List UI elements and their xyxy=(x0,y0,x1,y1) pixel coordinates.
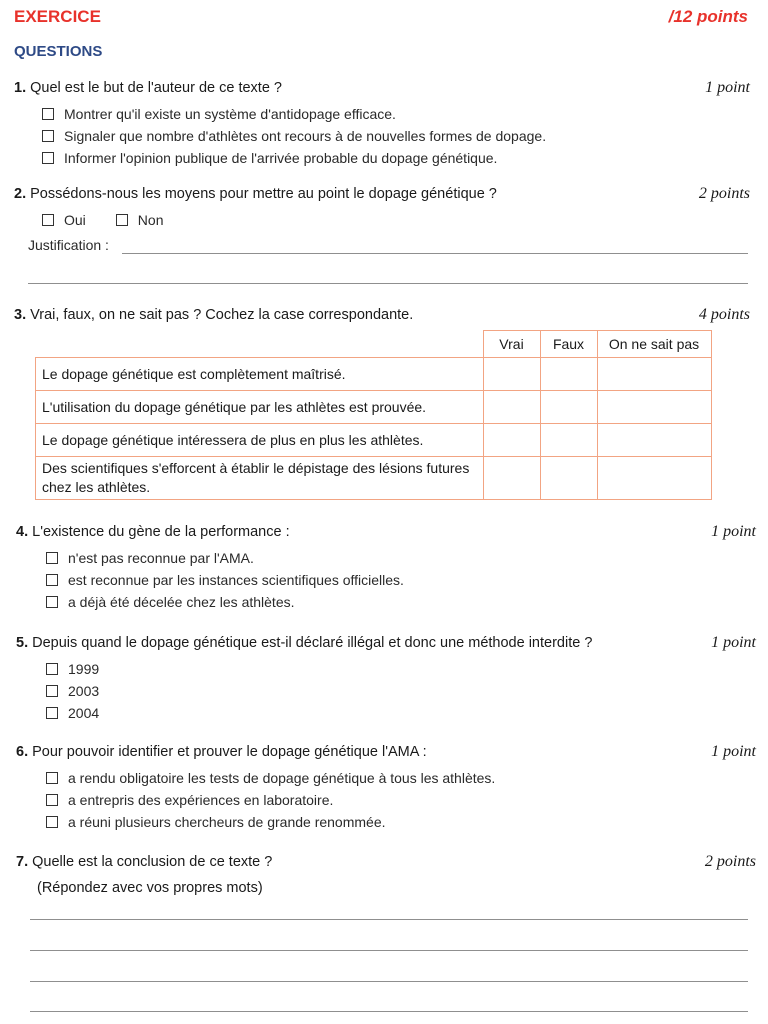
q2-option-oui[interactable] xyxy=(42,212,86,228)
table-row xyxy=(36,457,712,500)
column-vrai: Vrai xyxy=(483,331,540,358)
question-6 xyxy=(16,744,427,760)
answer-line-2[interactable] xyxy=(30,950,748,951)
q4-option-2[interactable] xyxy=(46,572,404,588)
answer-cell-unknown[interactable] xyxy=(597,391,711,424)
checkbox[interactable] xyxy=(42,108,54,120)
question-7-text: Quelle est la conclusion de ce texte ? xyxy=(32,854,273,870)
question-2 xyxy=(14,186,497,202)
question-3 xyxy=(14,307,413,323)
question-7-points: 2 points xyxy=(704,853,756,870)
statement-cell: Le dopage génétique est complètement maîtrisé. xyxy=(36,358,484,391)
question-3-text: Vrai, faux, on ne sait pas ? Cochez la case correspondante. xyxy=(30,307,414,323)
question-3-number: 3. xyxy=(14,307,27,323)
question-4-number: 4. xyxy=(16,524,29,540)
q1-option-2[interactable] xyxy=(42,128,546,144)
q5-option-2[interactable] xyxy=(46,683,99,699)
answer-line-4[interactable] xyxy=(30,1011,748,1012)
table-row xyxy=(36,424,712,457)
justification-line-2[interactable] xyxy=(28,283,748,284)
option-label: Informer l'opinion publique de l'arrivée probable du dopage génétique. xyxy=(64,150,498,166)
checkbox[interactable] xyxy=(42,214,54,226)
option-label: 2003 xyxy=(68,683,100,699)
answer-cell-vrai[interactable] xyxy=(483,424,540,457)
section-title: QUESTIONS xyxy=(14,43,103,60)
question-5-number: 5. xyxy=(16,635,29,651)
question-1-text: Quel est le but de l'auteur de ce texte ? xyxy=(30,80,282,96)
option-label: Oui xyxy=(64,212,86,228)
q5-option-1[interactable] xyxy=(46,661,99,677)
answer-line-3[interactable] xyxy=(30,981,748,982)
question-1-number: 1. xyxy=(14,80,27,96)
q6-option-3[interactable] xyxy=(46,814,386,830)
checkbox[interactable] xyxy=(46,574,58,586)
q2-options xyxy=(42,212,193,228)
answer-cell-faux[interactable] xyxy=(540,424,597,457)
question-5 xyxy=(16,635,592,651)
q6-option-1[interactable] xyxy=(46,770,495,786)
question-7-number: 7. xyxy=(16,854,29,870)
option-label: 1999 xyxy=(68,661,100,677)
answer-line-1[interactable] xyxy=(30,919,748,920)
answer-cell-vrai[interactable] xyxy=(483,457,540,500)
option-label: n'est pas reconnue par l'AMA. xyxy=(68,550,254,566)
statement-cell: Des scientifiques s'efforcent à établir le dépistage des lésions futures chez les athlètes. xyxy=(36,457,484,500)
checkbox[interactable] xyxy=(46,596,58,608)
question-5-points: 1 point xyxy=(711,634,756,651)
question-5-text: Depuis quand le dopage génétique est-il déclaré illégal et donc une méthode interdite ? xyxy=(32,635,593,651)
question-1 xyxy=(14,80,282,96)
option-label: a réuni plusieurs chercheurs de grande renommée. xyxy=(68,814,386,830)
exercise-title: EXERCICE xyxy=(14,7,101,26)
answer-cell-faux[interactable] xyxy=(540,457,597,500)
question-1-points: 1 point xyxy=(705,79,750,96)
question-4 xyxy=(16,524,290,540)
question-2-points: 2 points xyxy=(698,185,750,202)
checkbox[interactable] xyxy=(42,152,54,164)
table-header-row xyxy=(36,331,712,358)
answer-cell-faux[interactable] xyxy=(540,391,597,424)
total-score: /12 points xyxy=(668,7,748,26)
option-label: Montrer qu'il existe un système d'antidopage efficace. xyxy=(64,106,396,122)
question-2-text: Possédons-nous les moyens pour mettre au point le dopage génétique ? xyxy=(30,186,497,202)
checkbox[interactable] xyxy=(116,214,128,226)
justification-line-1[interactable] xyxy=(122,253,748,254)
q1-option-1[interactable] xyxy=(42,106,396,122)
question-7-instruction: (Répondez avec vos propres mots) xyxy=(37,880,263,896)
q4-option-1[interactable] xyxy=(46,550,254,566)
question-4-text: L'existence du gène de la performance : xyxy=(32,524,290,540)
answer-cell-unknown[interactable] xyxy=(597,424,711,457)
checkbox[interactable] xyxy=(46,552,58,564)
option-label: Signaler que nombre d'athlètes ont recours à de nouvelles formes de dopage. xyxy=(64,128,547,144)
true-false-table xyxy=(35,330,712,500)
checkbox[interactable] xyxy=(46,794,58,806)
checkbox[interactable] xyxy=(42,130,54,142)
question-2-number: 2. xyxy=(14,186,27,202)
checkbox[interactable] xyxy=(46,816,58,828)
question-6-points: 1 point xyxy=(711,743,756,760)
question-4-points: 1 point xyxy=(711,523,756,540)
question-7 xyxy=(16,854,272,870)
option-label: 2004 xyxy=(68,705,100,721)
column-on-ne-sait-pas: On ne sait pas xyxy=(597,331,711,358)
checkbox[interactable] xyxy=(46,772,58,784)
table-row xyxy=(36,358,712,391)
option-label: a entrepris des expériences en laboratoire. xyxy=(68,792,334,808)
checkbox[interactable] xyxy=(46,685,58,697)
answer-cell-vrai[interactable] xyxy=(483,358,540,391)
q1-option-3[interactable] xyxy=(42,150,497,166)
answer-cell-vrai[interactable] xyxy=(483,391,540,424)
option-label: a déjà été décelée chez les athlètes. xyxy=(68,594,295,610)
checkbox[interactable] xyxy=(46,663,58,675)
empty-corner xyxy=(36,331,484,358)
answer-cell-faux[interactable] xyxy=(540,358,597,391)
question-6-text: Pour pouvoir identifier et prouver le dopage génétique l'AMA : xyxy=(32,744,427,760)
question-6-number: 6. xyxy=(16,744,29,760)
column-faux: Faux xyxy=(540,331,597,358)
table-row xyxy=(36,391,712,424)
option-label: est reconnue par les instances scientifiques officielles. xyxy=(68,572,404,588)
q5-option-3[interactable] xyxy=(46,705,99,721)
answer-cell-unknown[interactable] xyxy=(597,358,711,391)
option-label: Non xyxy=(137,212,164,228)
q4-option-3[interactable] xyxy=(46,594,295,610)
q6-option-2[interactable] xyxy=(46,792,333,808)
statement-cell: Le dopage génétique intéressera de plus en plus les athlètes. xyxy=(36,424,484,457)
question-3-points: 4 points xyxy=(698,306,750,323)
statement-cell: L'utilisation du dopage génétique par les athlètes est prouvée. xyxy=(36,391,484,424)
checkbox[interactable] xyxy=(46,707,58,719)
option-label: a rendu obligatoire les tests de dopage génétique à tous les athlètes. xyxy=(68,770,496,786)
justification-label: Justification : xyxy=(28,237,109,253)
q2-option-non[interactable] xyxy=(116,212,164,228)
answer-cell-unknown[interactable] xyxy=(597,457,711,500)
